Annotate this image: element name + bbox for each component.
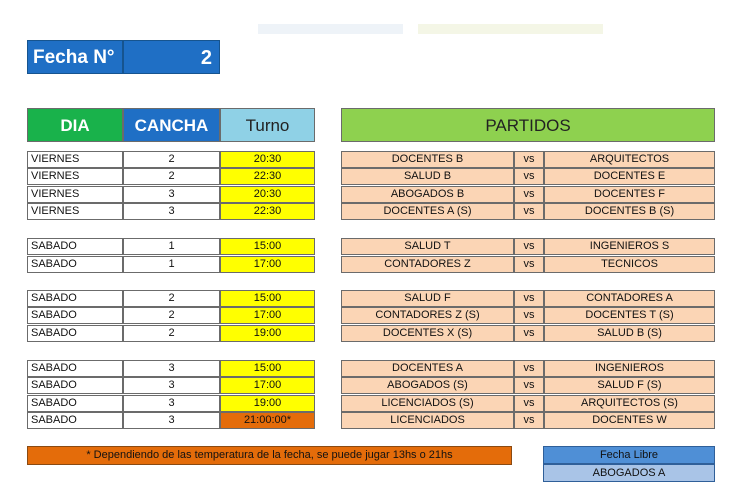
cell-turno: 22:30 bbox=[220, 203, 315, 220]
cell-local-team: SALUD T bbox=[341, 238, 514, 255]
cell-local-team: SALUD B bbox=[341, 168, 514, 185]
cell-turno: 15:00 bbox=[220, 238, 315, 255]
cell-vs: vs bbox=[514, 238, 544, 255]
cell-turno: 21:00:00* bbox=[220, 412, 315, 429]
cell-dia: VIERNES bbox=[27, 203, 123, 220]
cell-cancha: 2 bbox=[123, 325, 220, 342]
cell-visitante-team: TECNICOS bbox=[544, 256, 715, 273]
cell-vs: vs bbox=[514, 203, 544, 220]
faint-background-band bbox=[418, 24, 603, 34]
header-turno: Turno bbox=[220, 108, 315, 142]
cell-cancha: 3 bbox=[123, 203, 220, 220]
cell-vs: vs bbox=[514, 377, 544, 394]
cell-vs: vs bbox=[514, 360, 544, 377]
cell-cancha: 3 bbox=[123, 186, 220, 203]
cell-turno: 20:30 bbox=[220, 186, 315, 203]
fecha-label: Fecha N° bbox=[27, 40, 123, 74]
cell-turno: 17:00 bbox=[220, 307, 315, 324]
cell-vs: vs bbox=[514, 325, 544, 342]
cell-local-team: SALUD F bbox=[341, 290, 514, 307]
cell-visitante-team: DOCENTES W bbox=[544, 412, 715, 429]
cell-cancha: 3 bbox=[123, 360, 220, 377]
fecha-number: 2 bbox=[123, 40, 220, 74]
cell-turno: 19:00 bbox=[220, 395, 315, 412]
cell-vs: vs bbox=[514, 307, 544, 324]
cell-local-team: DOCENTES B bbox=[341, 151, 514, 168]
cell-turno: 20:30 bbox=[220, 151, 315, 168]
cell-visitante-team: ARQUITECTOS bbox=[544, 151, 715, 168]
cell-dia: VIERNES bbox=[27, 168, 123, 185]
cell-cancha: 1 bbox=[123, 256, 220, 273]
cell-vs: vs bbox=[514, 186, 544, 203]
cell-dia: SABADO bbox=[27, 412, 123, 429]
cell-local-team: DOCENTES X (S) bbox=[341, 325, 514, 342]
cell-vs: vs bbox=[514, 151, 544, 168]
cell-cancha: 3 bbox=[123, 412, 220, 429]
cell-vs: vs bbox=[514, 256, 544, 273]
cell-visitante-team: DOCENTES T (S) bbox=[544, 307, 715, 324]
cell-visitante-team: ARQUITECTOS (S) bbox=[544, 395, 715, 412]
cell-cancha: 2 bbox=[123, 307, 220, 324]
cell-turno: 22:30 bbox=[220, 168, 315, 185]
cell-vs: vs bbox=[514, 412, 544, 429]
cell-turno: 15:00 bbox=[220, 290, 315, 307]
cell-cancha: 2 bbox=[123, 168, 220, 185]
cell-turno: 17:00 bbox=[220, 377, 315, 394]
cell-dia: VIERNES bbox=[27, 151, 123, 168]
cell-local-team: ABOGADOS B bbox=[341, 186, 514, 203]
cell-turno: 17:00 bbox=[220, 256, 315, 273]
cell-turno: 15:00 bbox=[220, 360, 315, 377]
cell-dia: SABADO bbox=[27, 377, 123, 394]
cell-turno: 19:00 bbox=[220, 325, 315, 342]
cell-dia: SABADO bbox=[27, 256, 123, 273]
cell-dia: SABADO bbox=[27, 325, 123, 342]
cell-local-team: LICENCIADOS bbox=[341, 412, 514, 429]
cell-cancha: 2 bbox=[123, 290, 220, 307]
header-cancha: CANCHA bbox=[123, 108, 220, 142]
cell-visitante-team: DOCENTES E bbox=[544, 168, 715, 185]
cell-visitante-team: INGENIEROS bbox=[544, 360, 715, 377]
cell-visitante-team: INGENIEROS S bbox=[544, 238, 715, 255]
cell-cancha: 3 bbox=[123, 377, 220, 394]
cell-visitante-team: SALUD F (S) bbox=[544, 377, 715, 394]
cell-cancha: 3 bbox=[123, 395, 220, 412]
cell-local-team: ABOGADOS (S) bbox=[341, 377, 514, 394]
fecha-libre-label: Fecha Libre bbox=[543, 446, 715, 464]
cell-dia: SABADO bbox=[27, 290, 123, 307]
fecha-libre-team: ABOGADOS A bbox=[543, 464, 715, 482]
cell-dia: SABADO bbox=[27, 360, 123, 377]
cell-visitante-team: CONTADORES A bbox=[544, 290, 715, 307]
cell-dia: SABADO bbox=[27, 307, 123, 324]
cell-dia: VIERNES bbox=[27, 186, 123, 203]
cell-local-team: DOCENTES A (S) bbox=[341, 203, 514, 220]
cell-dia: SABADO bbox=[27, 238, 123, 255]
cell-cancha: 2 bbox=[123, 151, 220, 168]
cell-visitante-team: SALUD B (S) bbox=[544, 325, 715, 342]
cell-local-team: LICENCIADOS (S) bbox=[341, 395, 514, 412]
cell-vs: vs bbox=[514, 168, 544, 185]
header-dia: DIA bbox=[27, 108, 123, 142]
cell-vs: vs bbox=[514, 290, 544, 307]
cell-cancha: 1 bbox=[123, 238, 220, 255]
temperature-note: * Dependiendo de las temperatura de la fecha, se puede jugar 13hs o 21hs bbox=[27, 446, 512, 465]
cell-local-team: DOCENTES A bbox=[341, 360, 514, 377]
cell-vs: vs bbox=[514, 395, 544, 412]
cell-dia: SABADO bbox=[27, 395, 123, 412]
cell-visitante-team: DOCENTES B (S) bbox=[544, 203, 715, 220]
faint-background-band bbox=[258, 24, 403, 34]
header-partidos: PARTIDOS bbox=[341, 108, 715, 142]
cell-local-team: CONTADORES Z bbox=[341, 256, 514, 273]
cell-visitante-team: DOCENTES F bbox=[544, 186, 715, 203]
cell-local-team: CONTADORES Z (S) bbox=[341, 307, 514, 324]
